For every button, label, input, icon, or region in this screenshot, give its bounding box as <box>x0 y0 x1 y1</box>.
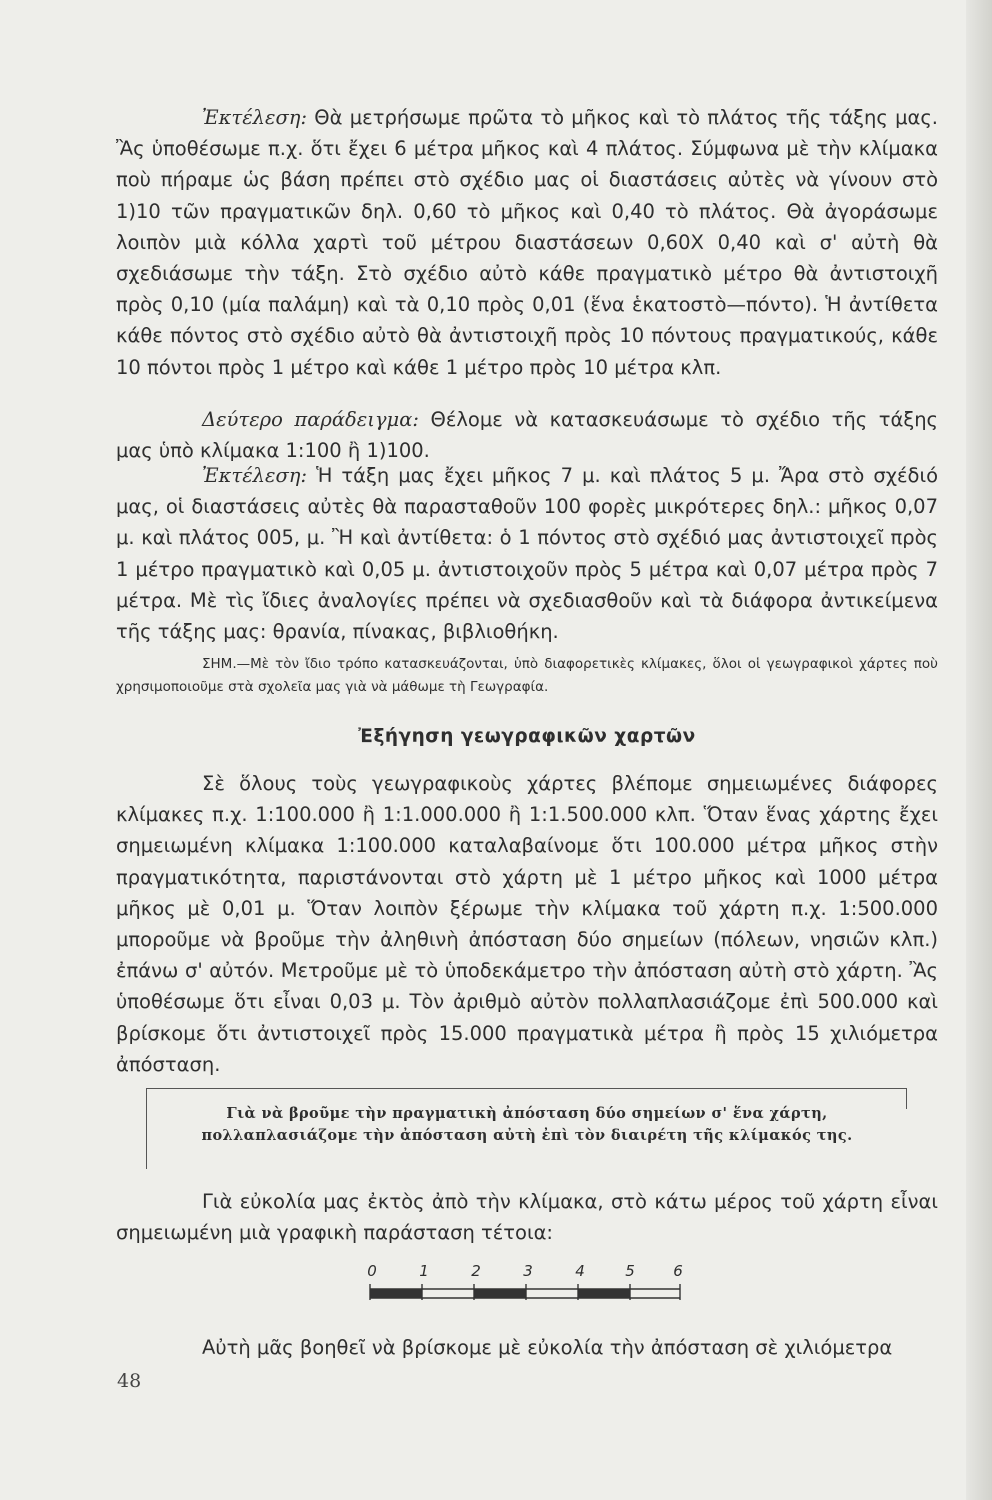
paragraph-text <box>116 460 938 647</box>
rule-line-2: πολλαπλασιάζομε τὴν ἀπόσταση αὐτὴ ἐπὶ τὸν διαιρέτη τῆς κλίμακός της. <box>201 1127 853 1144</box>
paragraph-second-example <box>116 404 938 466</box>
scale-label: 3 <box>523 1262 533 1280</box>
section-heading-block <box>116 726 938 747</box>
scale-label: 2 <box>471 1262 481 1280</box>
paragraph-map-scales <box>116 768 938 1080</box>
paragraph-execution-1 <box>116 102 938 383</box>
paragraph-lead: Ἐκτέλεση: <box>202 464 308 487</box>
paragraph-execution-2 <box>116 460 938 699</box>
scale-label: 1 <box>419 1262 429 1280</box>
footnote: ΣΗΜ.—Μὲ τὸν ἴδιο τρόπο κατασκευάζονται, ὑπὸ διαφορετικὲς κλίμακες, ὅλοι οἱ γεωγραφικοὶ χάρτες ποὺ χρησιμοποιοῦμε στὰ σχολεῖα μας γιὰ νὰ μάθωμε τὴ Γεωγραφία. <box>116 656 938 696</box>
rule-box <box>146 1088 907 1169</box>
page-number: 48 <box>117 1370 142 1392</box>
paragraph-lead: Δεύτερο παράδειγμα: <box>202 408 419 431</box>
rule-text <box>147 1103 907 1147</box>
section-heading: Ἐξήγηση γεωγραφικῶν χαρτῶν <box>358 726 696 747</box>
paragraph-body: Θέλομε νὰ κατασκευάσωμε τὸ σχέδιο τῆς τάξης μας ὑπὸ κλίμακα 1:100 ἢ 1)100. <box>116 408 938 463</box>
scale-label: 4 <box>575 1262 585 1280</box>
page-edge-shadow <box>966 0 992 1500</box>
paragraph-lead: Ἐκτέλεση: <box>202 106 308 129</box>
rule-line-1: Γιὰ νὰ βροῦμε τὴν πραγματικὴ ἀπόσταση δύο σημείων σ' ἕνα χάρτη, <box>226 1105 828 1122</box>
graphic-scale-bar <box>368 1262 686 1308</box>
paragraph-graphic-scale <box>116 1186 938 1248</box>
paragraph-body: Θὰ μετρήσωμε πρῶτα τὸ μῆκος καὶ τὸ πλάτος τῆς τάξης μας. Ἂς ὑποθέσωμε π.χ. ὅτι ἔχει 6 μέτρα μῆκος καὶ 4 πλάτος. Σύμφωνα μὲ τὴν κλίμακα ποὺ πήραμε ὡς βάση πρέπει στὸ σχέδιο μας οἱ διαστάσεις αὐτὲς νὰ γίνουν στὸ 1)10 τῶν πραγματικῶν δηλ. 0,60 τὸ μῆκος καὶ 0,40 τὸ πλάτος. Θὰ ἀγοράσωμε λοιπὸν μιὰ κόλλα χαρτὶ τοῦ μέτρου διαστάσεων 0,60Χ 0,40 καὶ σ' αὐτὴ θὰ σχεδιάσωμε τὴν τάξη. Στὸ σχέδιο αὐτὸ κάθε πραγματικὸ μέτρο θὰ ἀντιστοιχῆ πρὸς 0,10 (μία παλάμη) καὶ τὰ 0,10 πρὸς 0,01 (ἕνα ἑκατοστὸ—πόντο). Ἡ ἀντίθετα κάθε πόντος στὸ σχέδιο αὐτὸ θὰ ἀντιστοιχῆ πρὸς 10 πόντους πραγματικούς, κάθε 10 πόντοι πρὸς 1 μέτρο καὶ κάθε 1 μέτρο πρὸς 10 μέτρα κλπ. <box>116 106 938 379</box>
scale-bar-segment-filled <box>370 1289 422 1298</box>
paragraph-text: Σὲ ὅλους τοὺς γεωγραφικοὺς χάρτες βλέπομε σημειωμένες διάφορες κλίμακες π.χ. 1:100.000 ἢ 1:1.000.000 ἢ 1:1.500.000 κλπ. Ὅταν ἕνας χάρτης ἔχει σημειωμένη κλίμακα 1:100.000 καταλαβαίνομε ὅτι 100.000 μέτρα μῆκος στὴν πραγματικότητα, παριστάνονται στὸ χάρτη μὲ 1 μέτρο μῆκος καὶ 1000 μέτρα μῆκος μὲ 0,01 μ. Ὅταν λοιπὸν ξέρωμε τὴν κλίμακα τοῦ χάρτη π.χ. 1:500.000 μποροῦμε νὰ βροῦμε τὴν ἀληθινὴ ἀπόσταση δύο σημείων (πόλεων, νησιῶν κλπ.) ἐπάνω σ' αὐτόν. Μετροῦμε μὲ τὸ ὑποδεκάμετρο τὴν ἀπόσταση αὐτὴ στὸ χάρτη. Ἂς ὑποθέσωμε ὅτι εἶναι 0,03 μ. Τὸν ἀριθμὸ αὐτὸν πολλαπλασιάζομε ἐπὶ 500.000 καὶ βρίσκομε ὅτι ἀντιστοιχεῖ πρὸς 15.000 πραγματικὰ μέτρα ἢ πρὸς 15 χιλιόμετρα ἀπόσταση. <box>116 772 938 1076</box>
paragraph-text <box>116 404 938 466</box>
paragraph-text <box>116 102 938 383</box>
paragraph-scale-use <box>116 1332 938 1363</box>
scale-bar-segment-filled <box>474 1289 526 1298</box>
scale-label: 5 <box>625 1262 635 1280</box>
scale-bar-segment-filled <box>578 1289 630 1298</box>
scale-label: 0 <box>367 1262 377 1280</box>
paragraph-text: Γιὰ εὐκολία μας ἐκτὸς ἀπὸ τὴν κλίμακα, στὸ κάτω μέρος τοῦ χάρτη εἶναι σημειωμένη μιὰ γραφικὴ παράσταση τέτοια: <box>116 1190 938 1245</box>
paragraph-text: Αὐτὴ μᾶς βοηθεῖ νὰ βρίσκομε μὲ εὐκολία τὴν ἀπόσταση σὲ χιλιόμετρα <box>202 1336 893 1359</box>
paragraph-body: Ἡ τάξη μας ἔχει μῆκος 7 μ. καὶ πλάτος 5 μ. Ἄρα στὸ σχέδιό μας, οἱ διαστάσεις αὐτὲς θὰ παρασταθοῦν 100 φορὲς μικρότερες δηλ.: μῆκος 0,07 μ. καὶ πλάτος 005, μ. Ἢ καὶ ἀντίθετα: ὁ 1 πόντος στὸ σχέδιό μας ἀντιστοιχεῖ πρὸς 1 μέτρο πραγματικὸ καὶ 0,05 μ. ἀντιστοιχοῦν πρὸς 5 μέτρα καὶ 0,07 μέτρα πρὸς 7 μέτρα. Μὲ τὶς ἴδιες ἀναλογίες πρέπει νὰ σχεδιασθοῦν καὶ τὰ διάφορα ἀντικείμενα τῆς τάξης μας: θρανία, πίνακας, βιβλιοθήκη. <box>116 464 938 644</box>
scale-label: 6 <box>673 1262 683 1280</box>
